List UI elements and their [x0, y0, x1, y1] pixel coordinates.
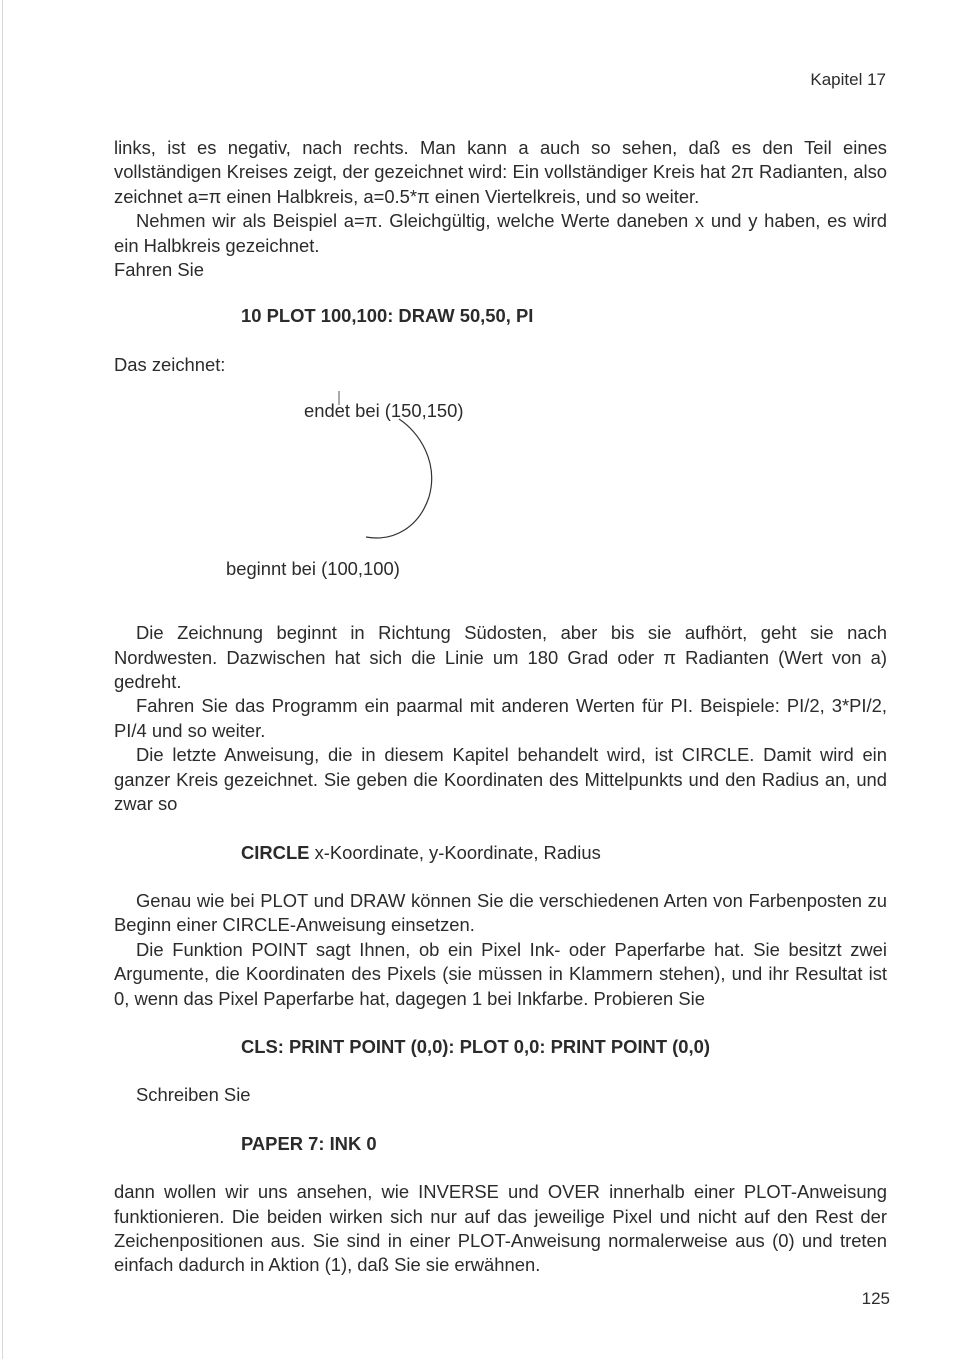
- chapter-header: Kapitel 17: [810, 70, 886, 89]
- paragraph: Die Funktion POINT sagt Ihnen, ob ein Pixel Ink- oder Paperfarbe hat. Sie besitzt zwei Argumente, die Koordinaten des Pixels (sie müssen in Klammern stehen), und ihr Resultat ist 0, wenn das Pixel Paperfarbe hat, dagegen 1 bei Inkfarbe. Probieren Sie: [114, 938, 887, 1009]
- code-keyword: CIRCLE: [241, 841, 310, 863]
- paragraph: Fahren Sie das Programm ein paarmal mit anderen Werten für PI. Beispiele: PI/2, 3*PI/2, PI/4 und so weiter.: [114, 695, 887, 741]
- page-body: [114, 136, 887, 1278]
- semicircle-diagram: [114, 377, 887, 621]
- paragraph: dann wollen wir uns ansehen, wie INVERSE und OVER innerhalb einer PLOT-Anweisung funktionieren. Die beiden wirken sich nur auf das jeweilige Pixel und nicht auf den Rest der Zeichenpositionen aus. Sie sind in einer PLOT-Anweisung normalerweise aus (0) und treten einfach dadurch in Aktion (1), daß Sie sie erwähnen.: [114, 1181, 887, 1276]
- code-line: PAPER 7: INK 0: [241, 1132, 377, 1154]
- semicircle-arc: [366, 419, 432, 538]
- code-args: x-Koordinate, y-Koordinate, Radius: [309, 841, 601, 863]
- code-line: 10 PLOT 100,100: DRAW 50,50, PI: [241, 305, 534, 327]
- paragraph: Nehmen wir als Beispiel a=π. Gleichgültig, welche Werte daneben x und y haben, es wird ein Halbkreis gezeichnet.: [114, 210, 887, 256]
- page-number: 125: [861, 1289, 890, 1308]
- label-end: endet bei (150,150): [304, 400, 464, 422]
- paragraph: Das zeichnet:: [114, 353, 226, 375]
- label-begin: beginnt bei (100,100): [226, 558, 400, 580]
- code-line: CLS: PRINT POINT (0,0): PLOT 0,0: PRINT POINT (0,0): [241, 1035, 710, 1057]
- arc-drawing: [114, 377, 887, 621]
- paragraph: Schreiben Sie: [136, 1084, 251, 1106]
- paragraph: Fahren Sie: [114, 259, 204, 281]
- code-line: [114, 841, 887, 865]
- paragraph: Die Zeichnung beginnt in Richtung Südosten, aber bis sie aufhört, geht sie nach Nordwesten. Dazwischen hat sich die Linie um 180 Grad oder π Radianten (Wert von a) gedreht.: [114, 622, 887, 693]
- page-edge: [2, 0, 3, 1359]
- paragraph: links, ist es negativ, nach rechts. Man kann a auch so sehen, daß es den Teil eines vollständigen Kreises zeigt, der gezeichnet wird: Ein vollständiger Kreis hat 2π Radianten, also zeichnet a=π einen Halbkreis, a=0.5*π einen Viertelkreis, und so weiter.: [114, 137, 887, 207]
- paragraph: Die letzte Anweisung, die in diesem Kapitel behandelt wird, ist CIRCLE. Damit wird ein ganzer Kreis gezeichnet. Sie geben die Koordinaten des Mittelpunkts und den Radius an, und zwar so: [114, 744, 887, 815]
- paragraph: Genau wie bei PLOT und DRAW können Sie die verschiedenen Arten von Farbenposten zu Beginn einer CIRCLE-Anweisung einsetzen.: [114, 889, 887, 936]
